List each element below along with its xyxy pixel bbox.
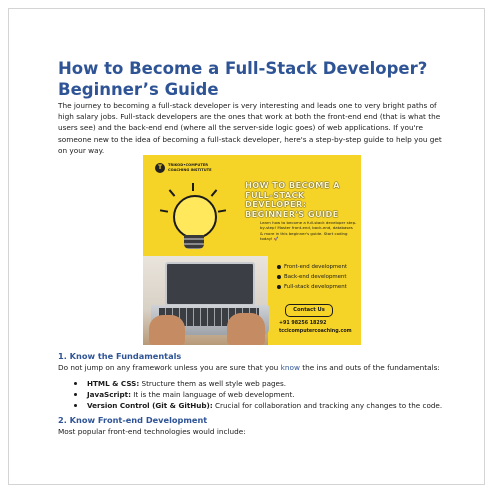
section-2-paragraph: Most popular front-end technologies would include: — [58, 427, 246, 436]
intro-paragraph: The journey to becoming a full-stack developer is very interesting and leads one to very bright paths of high salary jobs. Full-stack developers are the ones that work at both the front-end end (that is what the users see) and the back-end end (where all the server-side logic goes) of web applications. If you're someone new to the idea of becoming a full-stack developer, here's a step-by-step guide to help you get on your way. — [58, 101, 442, 155]
know-link[interactable]: know — [280, 363, 300, 372]
institute-logo — [155, 162, 235, 176]
article-title — [58, 58, 458, 100]
bullet-icon — [277, 265, 281, 269]
bullet-icon — [74, 382, 77, 385]
banner-feature-item: Back-end development — [277, 274, 361, 281]
bullet-icon — [74, 404, 77, 407]
left-hand — [149, 315, 185, 345]
right-hand — [227, 313, 265, 345]
list-item: HTML & CSS: Structure them as well style web pages. — [72, 378, 452, 389]
contact-us-button[interactable] — [285, 304, 333, 317]
lightbulb-base-icon — [184, 235, 204, 249]
section-1-paragraph: Do not jump on any framework unless you are sure that you know the ins and outs of the fundamentals: — [58, 363, 440, 372]
banner-feature-item: Full-stack development — [277, 284, 361, 291]
bullet-icon — [277, 285, 281, 289]
banner-feature-list — [277, 264, 361, 294]
lightbulb-icon — [173, 195, 217, 239]
section-1-heading: 1. Know the Fundamentals — [58, 351, 182, 361]
list-item: JavaScript: It is the main language of web development. — [72, 389, 452, 400]
logo-subtitle: COACHING INSTITUTE — [168, 167, 212, 172]
bullet-icon — [277, 275, 281, 279]
list-item: Version Control (Git & GitHub): Crucial for collaboration and tracking any changes to the code. — [72, 400, 452, 411]
banner-feature-item: Front-end development — [277, 264, 361, 271]
banner-description: Learn how to become a full-stack developer step-by-step! Master front-end, back-end, databases & more in this beginner's guide. Start coding today! 🚀 — [260, 220, 357, 242]
contact-us-label: Contact Us — [293, 307, 325, 313]
fundamentals-list — [72, 378, 452, 411]
section-2-heading: 2. Know Front-end Development — [58, 415, 208, 425]
phone-number: +91 98256 18292 — [279, 321, 327, 326]
logo-name: TRIKOD•COMPUTER — [168, 163, 209, 167]
website-url: tccicomputercoaching.com — [279, 329, 352, 334]
laptop-screen — [165, 262, 255, 306]
title-line-2: Beginner’s Guide — [58, 80, 219, 99]
bullet-icon — [74, 393, 77, 396]
logo-icon: T — [155, 163, 165, 173]
guide-banner-image — [143, 155, 361, 345]
title-line-1: How to Become a Full-Stack Developer? — [58, 59, 428, 78]
bulb-ray-icon — [192, 183, 194, 191]
banner-heading: HOW TO BECOME A FULL-STACK DEVELOPER: BEGINNER'S GUIDE — [245, 180, 340, 219]
